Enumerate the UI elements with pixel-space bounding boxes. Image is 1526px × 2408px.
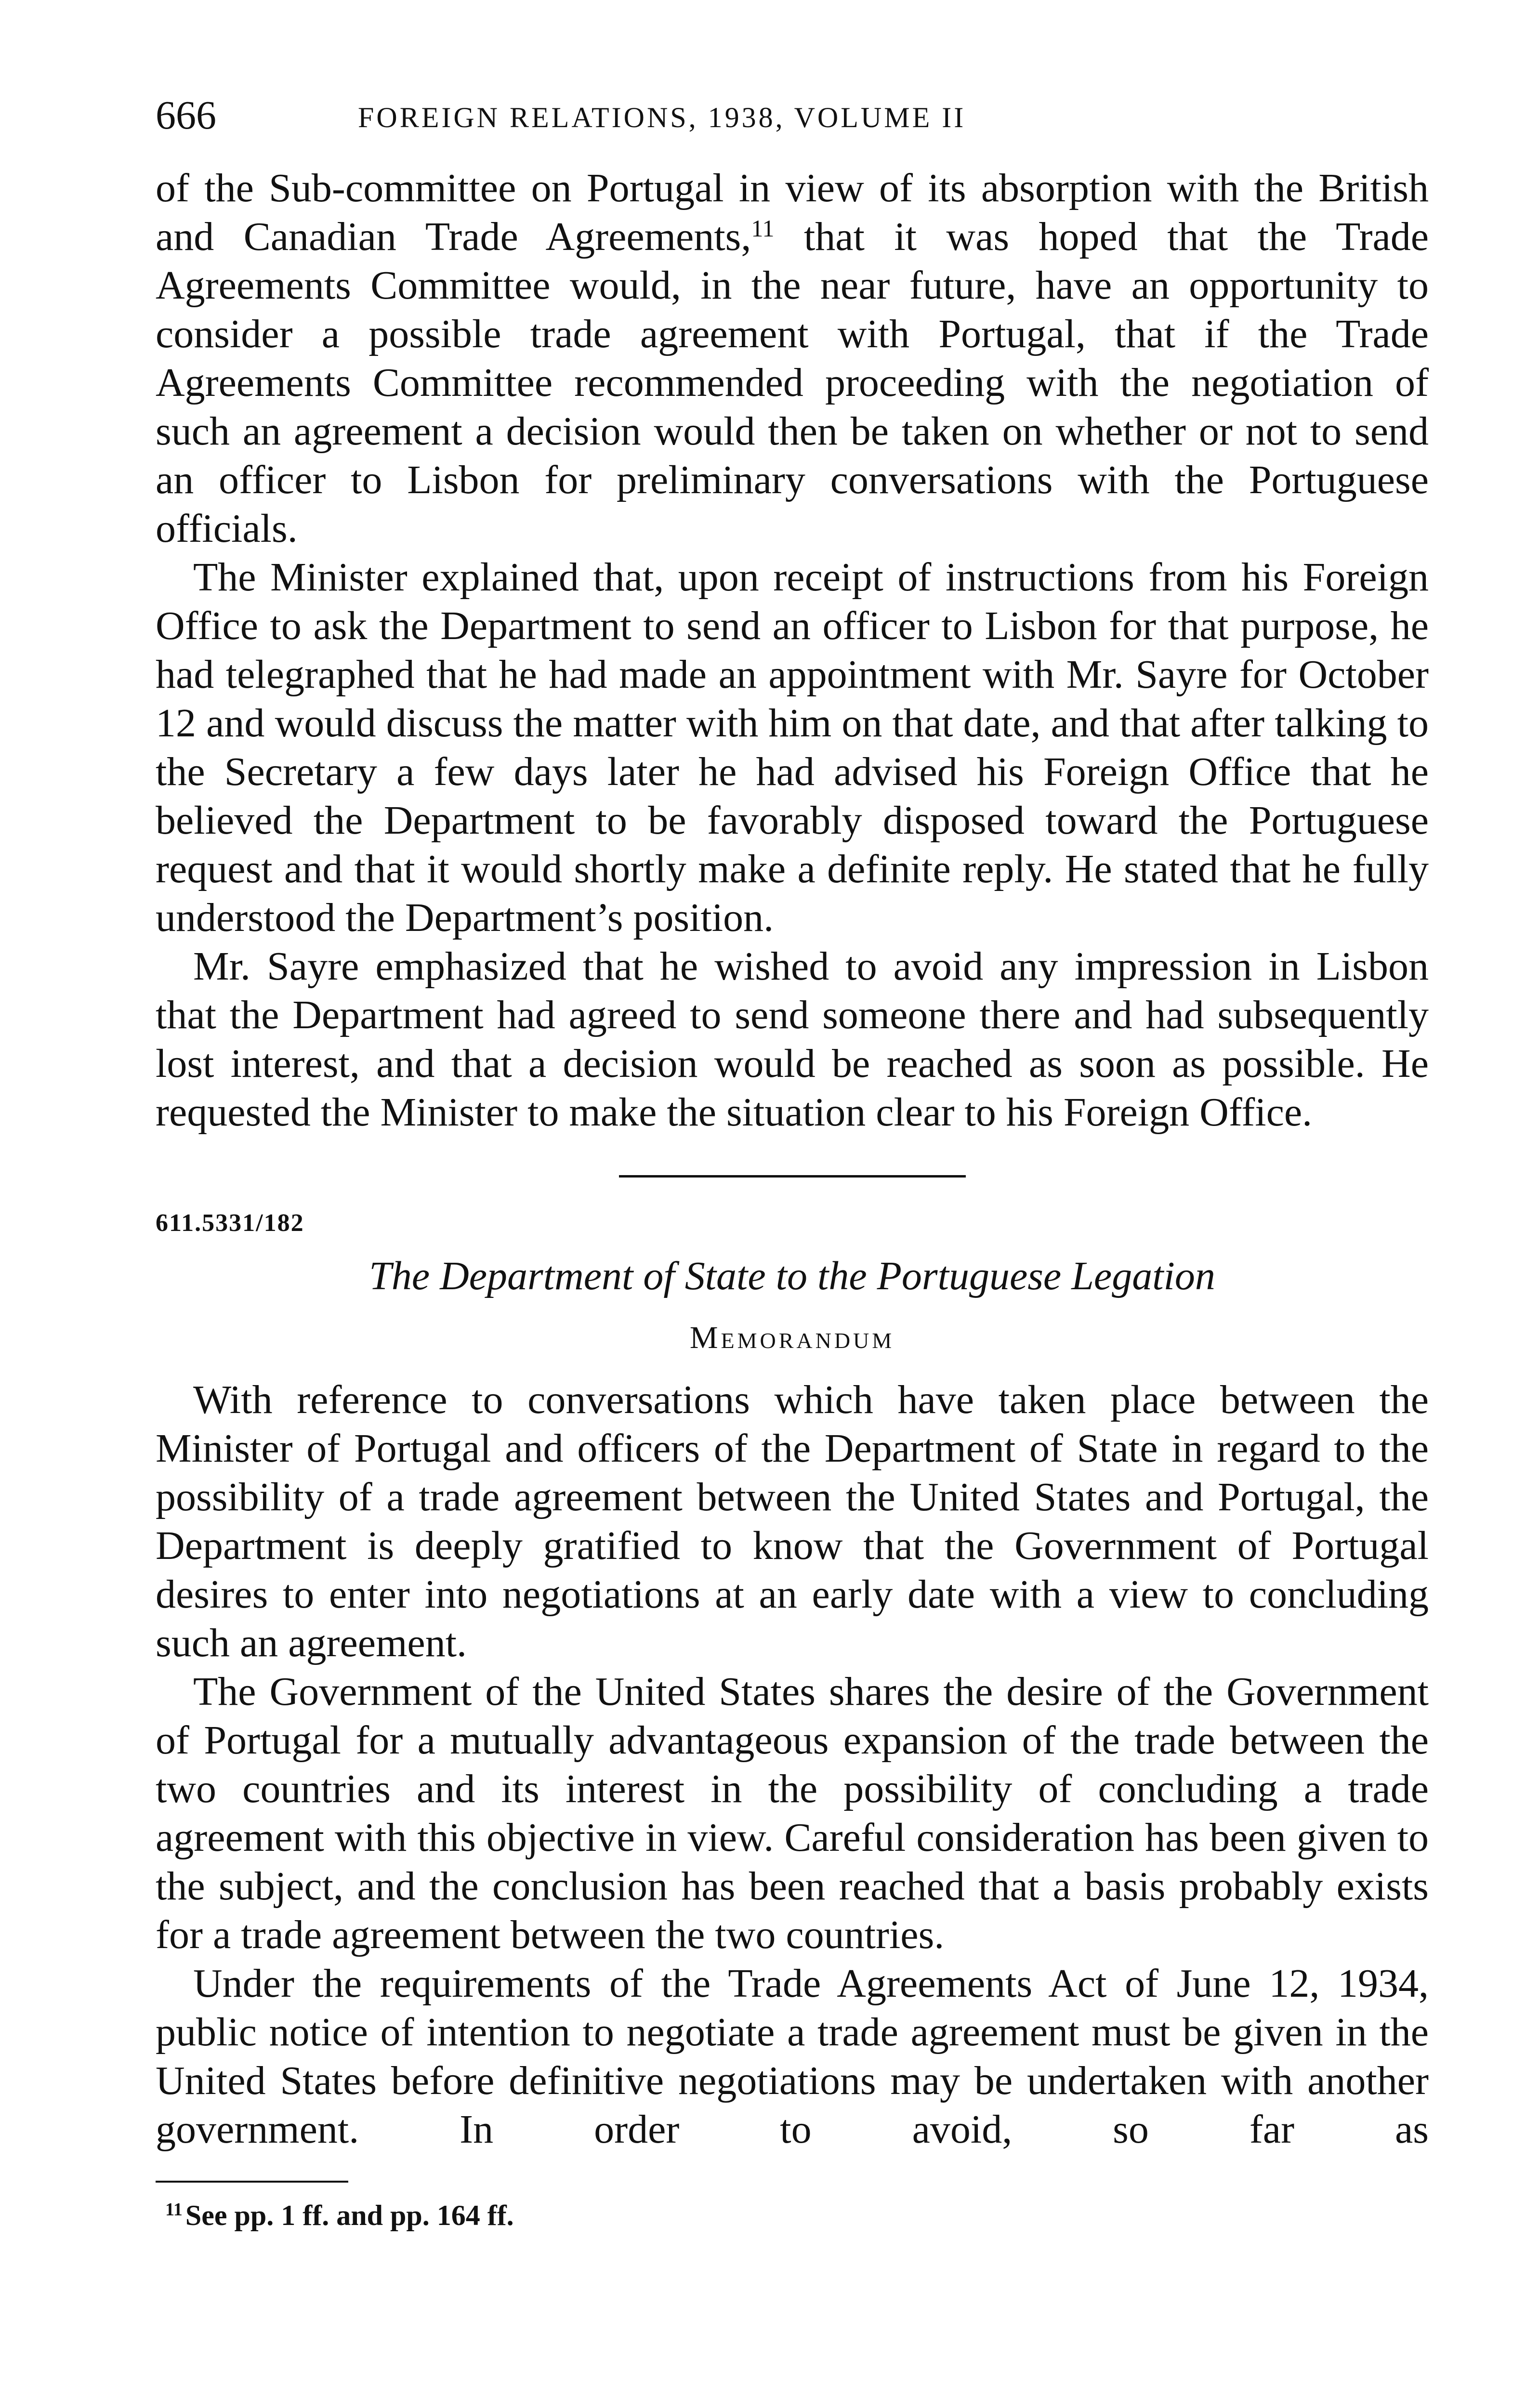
paragraph-text: that it was hoped that the Trade Agreements Committee would, in the near future, have an opportunity to consider a possible trade agreement with Portugal, that if the Trade Agreements Committee recommended proceeding with the negotiation of such an agreement a decision would then be taken on whether or not to send an officer to Lisbon for preliminary conversations with the Portuguese officials. — [156, 214, 1429, 551]
continuation-text — [156, 164, 1429, 1137]
paragraph-text: of the Sub-committee on Portugal in view of its absorption with the British and Canadian Trade Agreements, — [156, 166, 1429, 259]
paragraph: Under the requirements of the Trade Agreements Act of June 12, 1934, public notice of intention to negotiate a trade agreement must be given in the United States before definitive negotiations may be undertaken with another government. In order to avoid, so far as — [156, 1961, 1429, 2152]
paragraph: The Minister explained that, upon receipt of instructions from his Foreign Office to ask the Department to send an officer to Lisbon for that purpose, he had telegraphed that he had made an appointment with Mr. Sayre for October 12 and would discuss the matter with him on that date, and that after talking to the Secretary a few days later he had advised his Foreign Office that he believed the Department to be favorably disposed toward the Portuguese request and that it would shortly make a definite reply. He stated that he fully understood the Department’s position. — [156, 555, 1429, 940]
footnote-reference: 11 — [751, 215, 775, 242]
footnote-divider — [156, 2181, 348, 2183]
footnote-text: See pp. 1 ff. and pp. 164 ff. — [185, 2199, 514, 2231]
footnote-mark: 11 — [165, 2199, 183, 2220]
file-number: 611.5331/182 — [156, 1209, 304, 1237]
section-divider — [619, 1175, 966, 1178]
continuation-paragraph — [156, 164, 1429, 553]
page-number: 666 — [156, 93, 216, 138]
paragraph: Mr. Sayre emphasized that he wished to avoid any impression in Lisbon that the Department had agreed to send someone there and had subsequently lost interest, and that a decision would be reached as soon as possible. He requested the Minister to make the situation clear to his Foreign Office. — [156, 944, 1429, 1135]
footnote — [156, 2196, 1429, 2235]
paragraph: With reference to conversations which have taken place between the Minister of Portugal and officers of the Department of State in regard to the possibility of a trade agreement between the United States and Portugal, the Department is deeply gratified to know that the Government of Portugal desires to enter into negotiations at an early date with a view to concluding such an agreement. — [156, 1377, 1429, 1665]
memorandum-heading: Memorandum — [689, 1320, 895, 1355]
document-page — [156, 92, 1429, 2235]
document-title: The Department of State to the Portuguese Legation — [369, 1254, 1215, 1298]
running-head — [156, 92, 1429, 144]
memorandum-text — [156, 1375, 1429, 2154]
paragraph: The Government of the United States shares the desire of the Government of Portugal for a mutually advantageous expansion of the trade between the two countries and its interest in the possibility of concluding a trade agreement with this objective in view. Careful consideration has been given to the subject, and the conclusion has been reached that a basis probably exists for a trade agreement between the two countries. — [156, 1669, 1429, 1957]
running-title: FOREIGN RELATIONS, 1938, VOLUME II — [358, 102, 966, 133]
